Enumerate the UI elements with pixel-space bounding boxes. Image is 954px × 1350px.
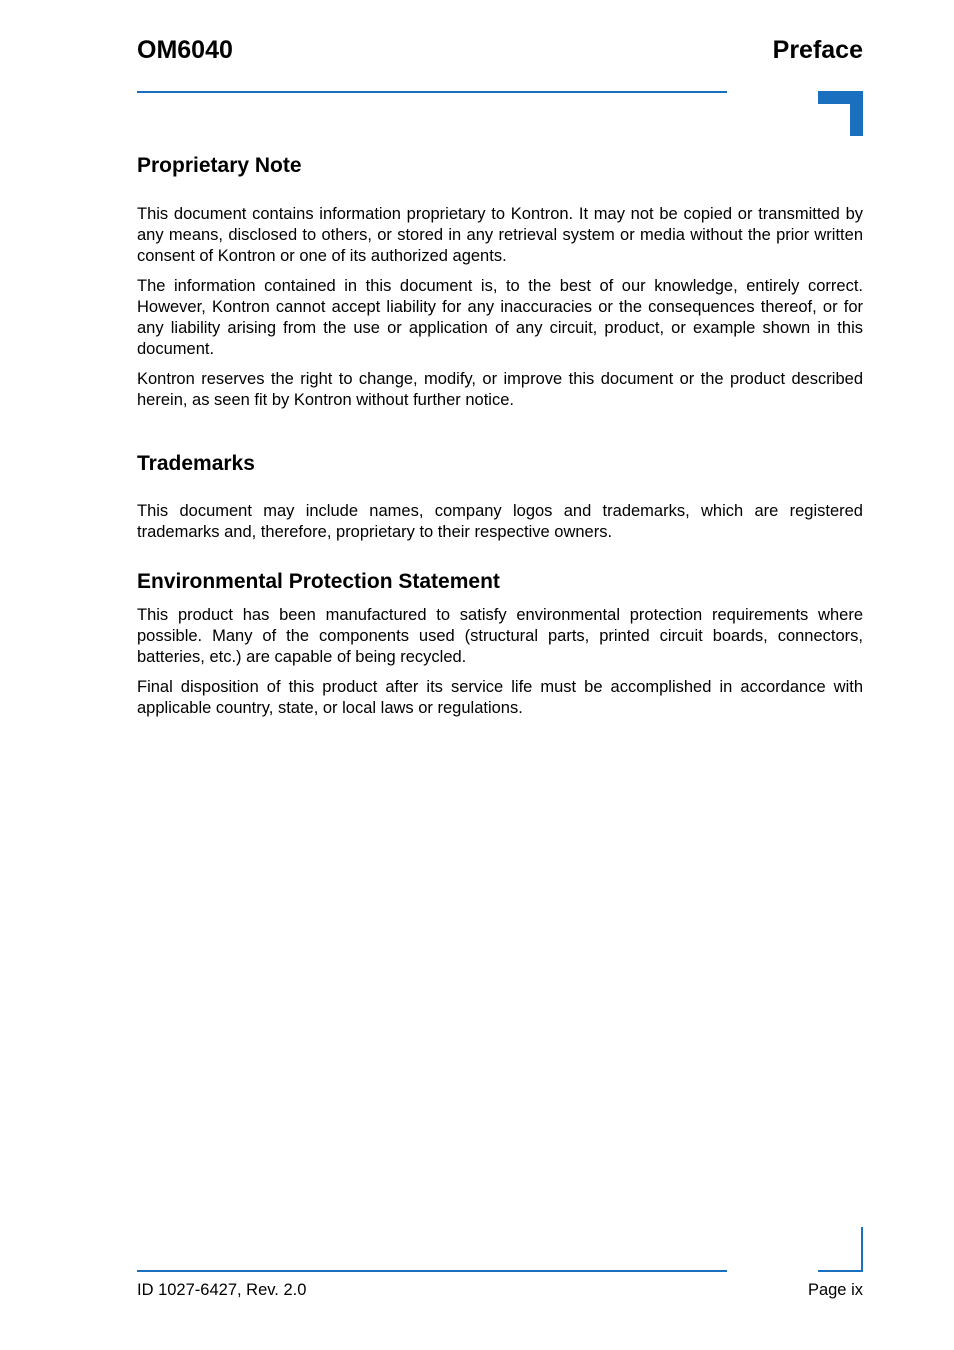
- footer-document-id: ID 1027-6427, Rev. 2.0: [137, 1281, 307, 1299]
- section-title-environmental-protection: Environmental Protection Statement: [137, 570, 500, 594]
- footer-rule: [137, 1270, 727, 1272]
- footer-corner-mark-vertical: [861, 1227, 863, 1272]
- header-product-name: OM6040: [137, 36, 233, 64]
- footer-corner-mark-horizontal: [818, 1270, 863, 1272]
- header-rule: [137, 91, 727, 93]
- section-title-trademarks: Trademarks: [137, 452, 255, 476]
- page-content: [137, 150, 863, 719]
- proprietary-note-paragraph: This document contains information proprietary to Kontron. It may not be copied or transmitted by any means, disclosed to others, or stored in any retrieval system or media without the prior written consent of Kontron or one of its authorized agents.: [137, 205, 863, 266]
- header-section-name: Preface: [772, 36, 863, 64]
- trademarks-paragraph: This document may include names, company logos and trademarks, which are registered trademarks and, therefore, proprietary to their respective owners.: [137, 502, 863, 542]
- proprietary-note-paragraph: Kontron reserves the right to change, modify, or improve this document or the product described herein, as seen fit by Kontron without further notice.: [137, 370, 863, 410]
- footer-page-number: Page ix: [807, 1281, 863, 1299]
- environmental-paragraph: Final disposition of this product after its service life must be accomplished in accordance with applicable country, state, or local laws or regulations.: [137, 677, 863, 717]
- header-corner-mark-vertical: [850, 91, 863, 136]
- environmental-paragraph: This product has been manufactured to satisfy environmental protection requirements where possible. Many of the components used (structural parts, printed circuit boards, connectors, batteries, etc.) are capable of being recycled.: [137, 605, 863, 666]
- section-title-proprietary-note: Proprietary Note: [137, 154, 302, 177]
- proprietary-note-paragraph: The information contained in this document is, to the best of our knowledge, entirely correct. However, Kontron cannot accept liability for any inaccuracies or the consequences thereof, or for any liability arising from the use or application of any circuit, product, or example shown in this document.: [137, 277, 863, 359]
